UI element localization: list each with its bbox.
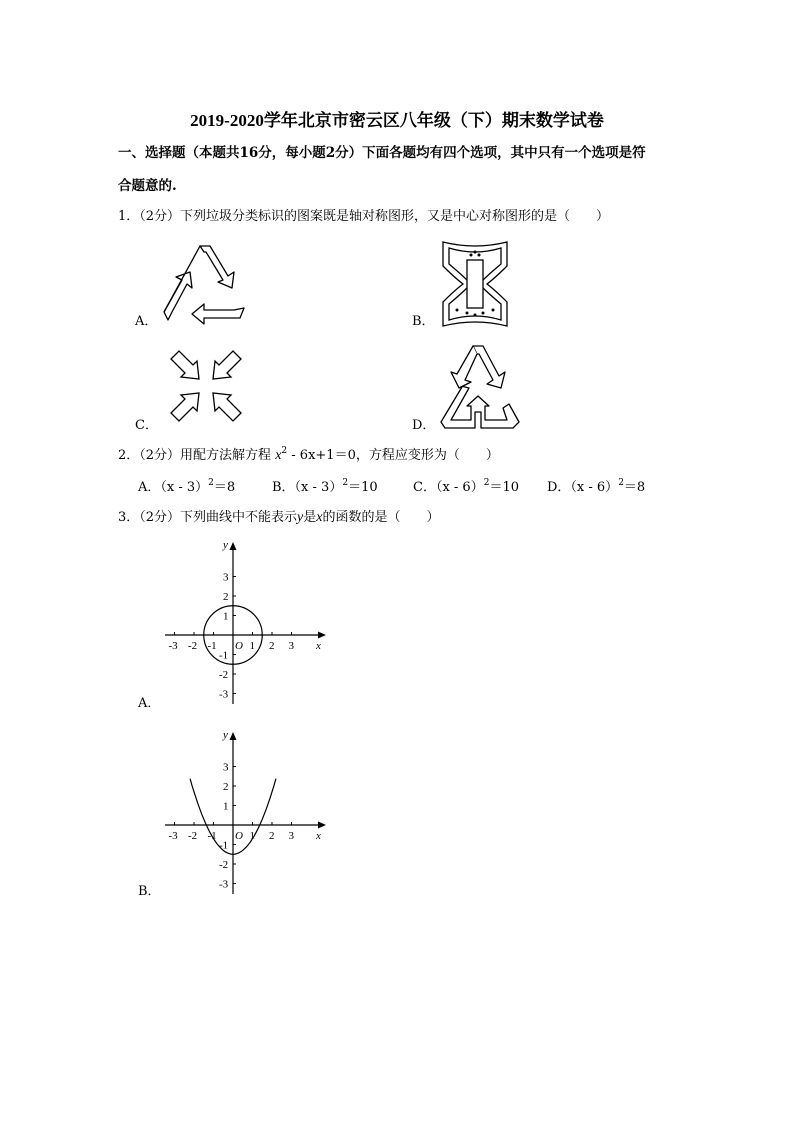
recycle-triangle-icon [160, 242, 250, 327]
x-tick-label: -3 [168, 640, 178, 652]
y-axis-label: y [223, 539, 228, 551]
four-arrows-inward-icon [167, 347, 245, 425]
q3-y-var: y [297, 510, 304, 525]
q3-stem-text: 3．（2分）下列曲线中不能表示 [118, 510, 298, 525]
x-tick-label: -2 [188, 640, 198, 652]
q1-option-a-label: A． [135, 314, 158, 329]
question-1-stem: 1．（2分）下列垃圾分类标识的图案既是轴对称图形，又是中心对称图形的是（ ） [118, 209, 610, 224]
y-axis-arrow [230, 732, 237, 740]
x-tick-label: 2 [269, 640, 275, 652]
q2-option-c: C．（x - 6）$^2$＝10 [413, 478, 519, 495]
section-heading: 一、选择题（本题共16分，每小题2分）下面各题均有四个选项，其中只有一个选项是符 [118, 145, 646, 161]
q1-option-c-label: C． [135, 418, 158, 433]
q3-x-var: x [316, 510, 323, 525]
x-tick-label: -2 [188, 830, 198, 842]
y-tick-label: -2 [219, 859, 229, 871]
y-axis-label: y [223, 729, 228, 741]
hourglass-pattern-icon [437, 238, 513, 330]
q3-option-a-label: A． [138, 696, 161, 711]
q2-equation-rest: - 6x+1＝0，方程应变形为（ ） [287, 448, 499, 463]
x-tick-label: -3 [168, 830, 178, 842]
y-tick-label: 1 [223, 800, 229, 813]
q3-stem-post: 的函数的是（ ） [322, 510, 440, 525]
x-axis-label: x [316, 640, 321, 652]
y-tick-label: 1 [223, 610, 229, 623]
x-tick-label: -1 [207, 830, 217, 842]
y-tick-label: -3 [219, 878, 229, 891]
q3-stem-mid: 是 [303, 510, 317, 525]
y-tick-label: -3 [219, 688, 229, 701]
circle-graph [160, 538, 330, 708]
q1-option-b-label: B． [412, 314, 435, 329]
recycle-arrows-triangle-icon [437, 342, 523, 434]
q2-variable: x [275, 448, 282, 463]
y-tick-label: 3 [223, 571, 229, 584]
x-axis-arrow [318, 822, 326, 829]
y-axis-arrow [230, 542, 237, 550]
parabola-graph [160, 728, 330, 898]
x-tick-label: 2 [269, 830, 275, 842]
y-tick-label: -1 [219, 649, 229, 662]
x-tick-label: 3 [288, 830, 294, 842]
origin-label: O [235, 640, 243, 652]
x-tick-label: 1 [249, 640, 255, 652]
q3-option-b-label: B． [138, 884, 161, 899]
y-tick-label: -1 [219, 839, 229, 852]
section-heading-continued: 合题意的. [118, 178, 177, 194]
x-tick-label: 1 [249, 830, 255, 842]
x-axis-arrow [318, 632, 326, 639]
q2-stem-text: 2．（2分）用配方法解方程 [118, 448, 272, 463]
q1-option-d-label: D． [412, 418, 436, 433]
q2-option-a: A．（x - 3）$^2$＝8 [138, 478, 236, 495]
page-title: 2019-2020学年北京市密云区八年级（下）期末数学试卷 [190, 111, 604, 130]
q2-option-b: B．（x - 3）$^2$＝10 [272, 478, 378, 495]
y-tick-label: -2 [219, 669, 229, 681]
origin-label: O [235, 830, 243, 842]
q2-exponent: 2 [281, 446, 288, 456]
question-2-stem [118, 448, 499, 464]
y-tick-label: 3 [223, 761, 229, 774]
y-tick-label: 2 [223, 591, 229, 603]
x-tick-label: -1 [207, 640, 217, 652]
x-tick-label: 3 [288, 640, 294, 652]
y-tick-label: 2 [223, 781, 229, 793]
x-axis-label: x [316, 830, 321, 842]
question-3-stem [118, 510, 440, 526]
q2-option-d: D．（x - 6）$^2$＝8 [547, 478, 646, 495]
